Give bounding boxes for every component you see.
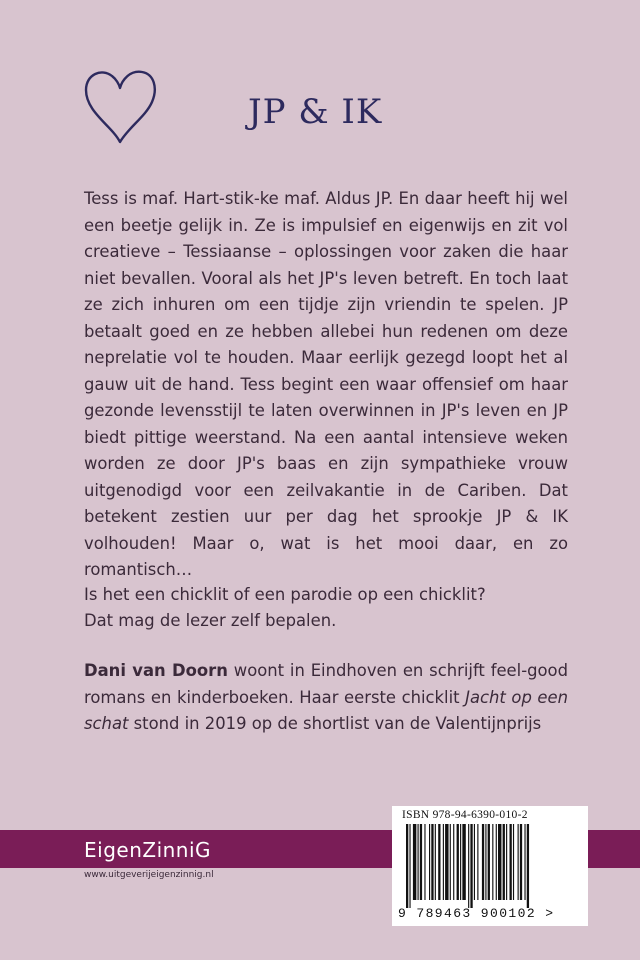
- question-line-2: Dat mag de lezer zelf bepalen.: [84, 611, 337, 630]
- barcode: [404, 824, 584, 908]
- author-bio: [84, 658, 568, 738]
- author-bio-part-1: woont in Eindhoven en schrijft feel-good romans en kinderboeken. Haar eerste chicklit: [84, 661, 568, 707]
- author-name: Dani van Doorn: [84, 661, 228, 680]
- publisher-url: www.uitgeverijeigenzinnig.nl: [84, 870, 214, 880]
- question-line-1: Is het een chicklit of een parodie op een chicklit?: [84, 585, 486, 604]
- author-book-title: Jacht op een schat: [84, 687, 568, 733]
- question-text: [84, 582, 584, 634]
- blurb-text: Tess is maf. Hart-stik-ke maf. Aldus JP. En daar heeft hij wel een beetje gelijk in. Ze is impulsief en eigenwijs en zit vol creatieve – Tessiaanse – oplossingen voor zaken die haar niet bevallen. Vooral als het JP's leven betreft. En toch laat ze zich inhuren om een tijdje zijn vriendin te spelen. JP betaalt goed en ze hebben allebei hun redenen om deze neprelatie vol te houden. Maar eerlijk gezegd loopt het al gauw uit de hand. Tess begint een waar offensief om haar gezonde levensstijl te laten overwinnen in JP's leven en JP biedt pittige weerstand. Na een aantal intensieve weken worden ze door JP's baas en zijn sympathieke vrouw uitgenodigd voor een zeilvakantie in de Cariben. Dat betekent zestien uur per dag het sprookje JP & IK volhouden! Maar o, wat is het mooi daar, en zo romantisch…: [84, 189, 568, 579]
- book-title: JP & IK: [248, 92, 383, 132]
- author-bio-part-2: stond in 2019 op de shortlist van de Valentijnprijs: [128, 714, 542, 733]
- publisher-logo-text: EigenZinniG: [84, 838, 212, 862]
- heart-outline-icon: [82, 66, 158, 146]
- barcode-digits: 9 789463 900102 >: [398, 906, 555, 921]
- isbn-label: ISBN 978-94-6390-010-2: [402, 809, 528, 821]
